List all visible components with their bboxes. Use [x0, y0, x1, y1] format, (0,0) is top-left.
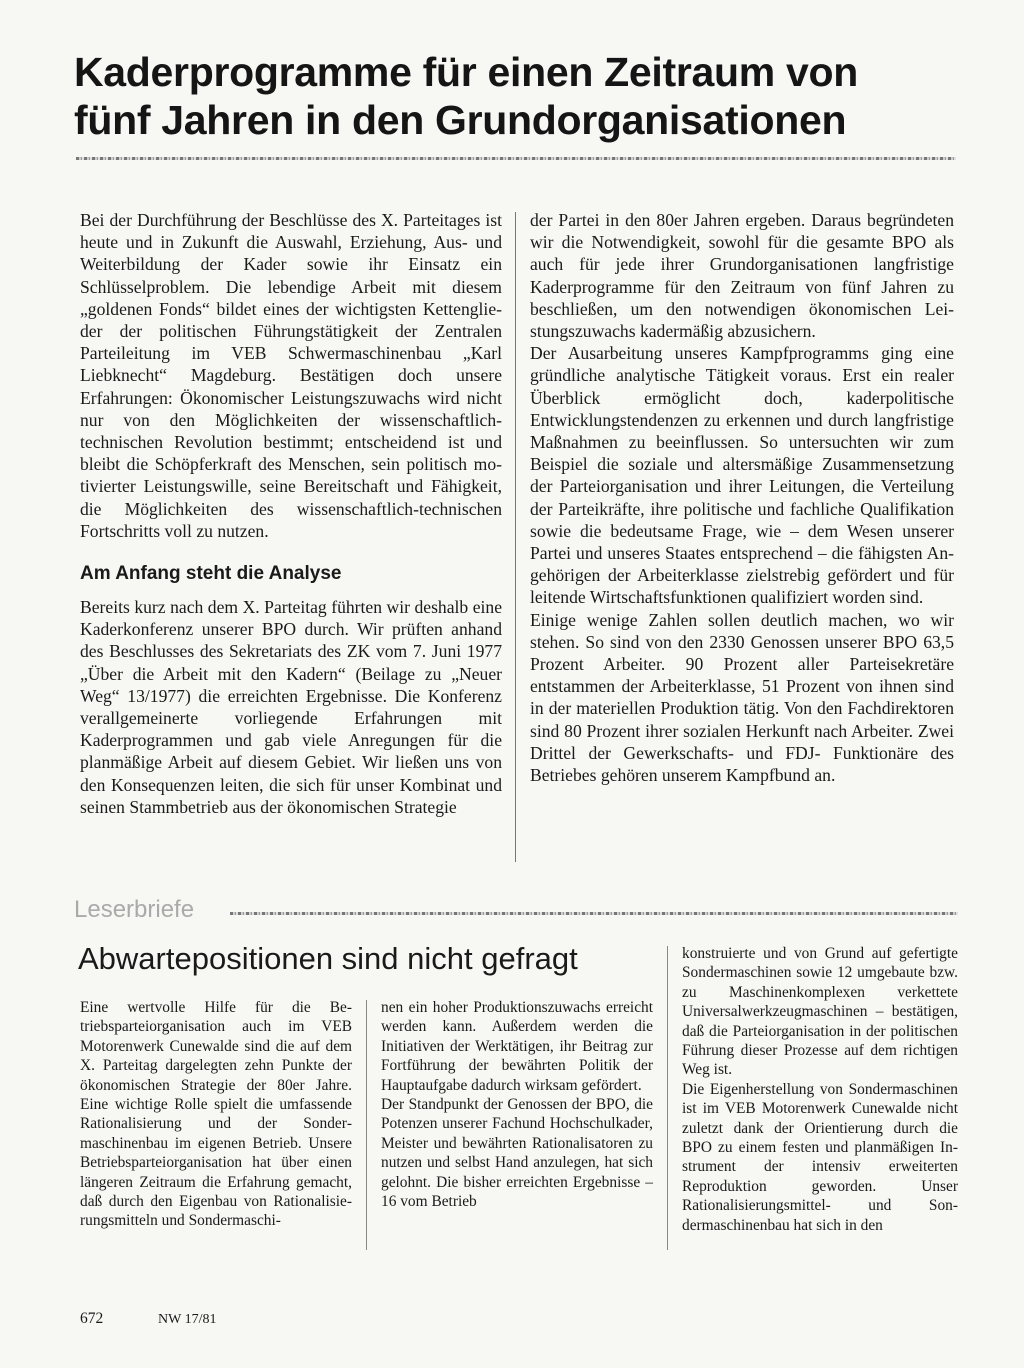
headline-rule [76, 157, 956, 160]
letter-paragraph: konstruierte und von Grund auf gefertigte Sondermaschinen sowie 12 umgebaute bzw. zu Maschinenkomplexen verkettete Universalwerkzeugmaschinen – bestätigen, daß die Parteiorganisation in der politischen Führung dieser Prozesse auf dem richtigen Weg ist. [682, 945, 958, 1079]
body-paragraph: Der Ausarbeitung unseres Kampfprogramms ging eine gründliche analytische Tätigkeit voraus. Erst ein realer Überblick ermöglicht doch, kaderpolitische Entwicklungstendenzen zu erkennen und durch langfristige Maßnahmen zu beeinflussen. So untersuchten wir zum Beispiel die soziale und altersmäßige Zusammensetzung der Parteiorganisation und ihrer Leitungen, die Verteilung der Parteikräfte, ihre politische und fachliche Qualifikation sowie die bedeutsame Frage, wie – dem Wesen unserer Partei und unseres Staates entsprechend – die fähigsten Angehörigen der Arbeiterklasse zielstrebig gefördert und für leitende Wirtschaftsfunktionen qualifiziert worden sind. [530, 343, 954, 608]
column-divider [366, 1000, 367, 1250]
page-number: 672 [80, 1310, 104, 1327]
article-column-2 [530, 209, 954, 786]
article-column-1 [80, 209, 502, 818]
section-rubric: Leserbriefe [74, 896, 195, 923]
issue-label: NW 17/81 [158, 1312, 217, 1327]
letters-column-1 [80, 998, 352, 1231]
letter-paragraph: Eine wertvolle Hilfe für die Betriebsparteiorganisation auch im VEB Motorenwerk Cunewalde sind die auf dem X. Parteitag dargelegten zehn Punkte der ökonomischen Strategie der 80er Jahre. Eine wichtige Rolle spielt die umfassende Rationalisierung und der Sondermaschinenbau im eigenen Betrieb. Unsere Betriebsparteiorganisation hat über einen längeren Zeitraum die Erfahrung gemacht, daß durch den Eigenbau von Rationalisierungsmitteln und Sondermaschi- [80, 999, 352, 1230]
letter-paragraph: Der Standpunkt der Genossen der BPO, die Potenzen unserer Fachund Hochschulkader, Meister und bewährten Rationalisatoren zu nutzen und selbst Hand anzulegen, hat sich gelohnt. Die bisher erreichten Ergebnisse – 16 vom Betrieb [381, 1096, 653, 1211]
letter-paragraph: Die Eigenherstellung von Sondermaschinen ist im VEB Motorenwerk Cunewalde nicht zuletzt dank der Orientierung durch die BPO zu einem festen und planmäßigen Instrument der intensiv erweiterten Reproduktion geworden. Unser Rationalisierungsmittel- und Sondermaschinenbau hat sich in den [682, 1080, 958, 1234]
section-subhead: Am Anfang steht die Analyse [80, 563, 342, 585]
column-divider [515, 212, 516, 862]
letter-paragraph: nen ein hoher Produktionszuwachs erreicht werden kann. Außerdem werden die Initiativen der Werktätigen, ihr Beitrag zur Fortführung der bewährten Politik der Hauptaufgabe dadurch wirksam gefördert. [381, 999, 653, 1094]
article-headline [74, 48, 954, 144]
body-paragraph: Einige wenige Zahlen sollen deutlich machen, wo wir stehen. So sind von den 2330 Genossen unserer BPO 63,5 Prozent Arbeiter. 90 Prozent aller Parteisekretäre entstammen der Arbeiterklasse, 51 Prozent von ihnen sind in der materiellen Produktion tätig. Von den Fachdirektoren sind 80 Prozent ihrer sozialen Herkunft nach Arbeiter. Zwei Drittel der Gewerkschafts- und FDJ- Funktionäre des Betriebes gehören unserem Kampfbund an. [530, 609, 954, 786]
intro-paragraph: Bei der Durchführung der Beschlüsse des X. Parteitages ist heute und in Zukunft die Auswahl, Erziehung, Aus- und Weiterbildung der Kader sowie ihr Einsatz ein Schlüsselproblem. Die lebendige Arbeit mit diesem „goldenen Fonds“ bildet eines der wichtigsten Kettenglieder der politischen Führungstätigkeit der Zentralen Parteileitung im VEB Schwermaschinenbau „Karl Liebknecht“ Magdeburg. Bestätigen doch unsere Erfahrungen: Ökonomischer Leistungszuwachs wird nicht nur von den Möglichkeiten der wissenschaftlich-technischen Revolution bestimmt; entscheidend ist und bleibt die Schöpferkraft des Menschen, sein politisch motivierter Leistungswille, seine Bereitschaft und Fähigkeit, die Möglichkeiten des wissenschaftlich-technischen Fortschritts voll zu nutzen. [80, 210, 502, 541]
body-paragraph: der Partei in den 80er Jahren ergeben. Daraus begründeten wir die Notwendigkeit, sowohl für die gesamte BPO als auch für jede ihrer Grundorganisationen langfristige Kaderprogramme für den Zeitraum von fünf Jahren zu beschließen, um den notwendigen ökonomischen Leistungszuwachs kadermäßig abzusichern. [530, 210, 954, 342]
headline-line: Kaderprogramme für einen Zeitraum von [74, 49, 859, 95]
column-divider [667, 946, 668, 1250]
headline-line: fünf Jahren in den Grundorganisationen [74, 97, 847, 143]
letters-headline: Abwartepositionen sind nicht gefragt [78, 941, 578, 976]
letters-column-3 [682, 944, 958, 1235]
rubric-rule [230, 912, 958, 915]
letters-column-2 [381, 998, 653, 1211]
analysis-paragraph: Bereits kurz nach dem X. Parteitag führten wir deshalb eine Kaderkonferenz unserer BPO durch. Wir prüften anhand des Beschlusses des Sekretariats des ZK vom 7. Juni 1977 „Über die Arbeit mit den Kadern“ (Beilage zu „Neuer Weg“ 13/1977) die erreichten Ergebnisse. Die Konferenz verallgemeinerte vorliegende Erfahrungen mit Kaderprogrammen und gab viele Anregungen für die planmäßige Arbeit auf diesem Gebiet. Wir ließen uns von den Konsequenzen leiten, die sich für unser Kombinat und seinen Stammbetrieb aus der ökonomischen Strategie [80, 597, 502, 817]
